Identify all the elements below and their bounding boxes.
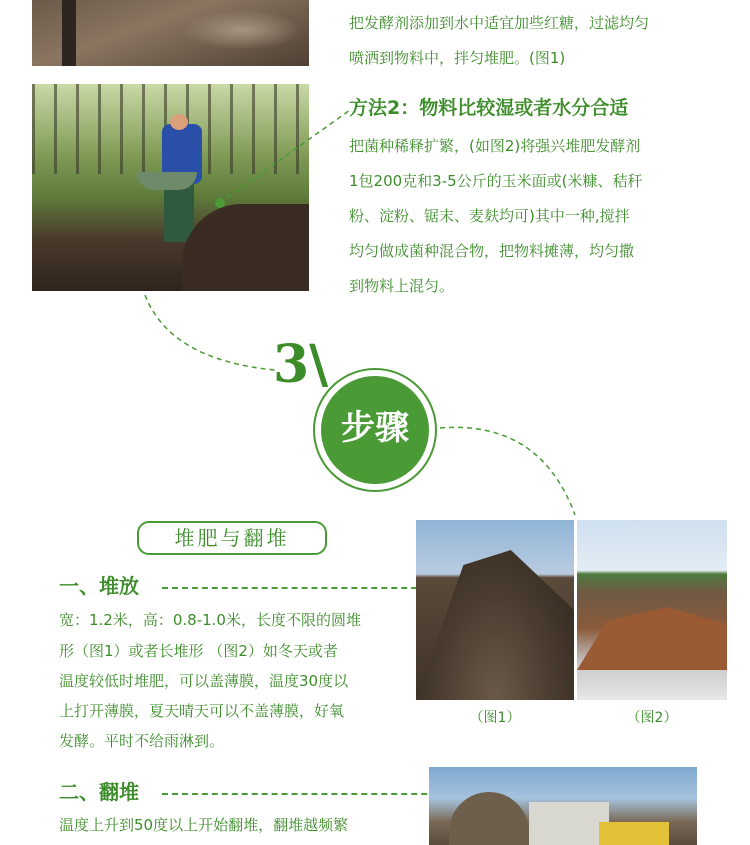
method2-title: 方法2：物料比较湿或者水分合适	[349, 97, 629, 119]
part1-line-3: 温度较低时堆肥，可以盖薄膜，温度30度以	[59, 672, 349, 690]
method2-line-2: 1包200克和3-5公斤的玉米面或(米糠、秸秆	[349, 172, 643, 190]
part2-dashed-line	[162, 793, 467, 795]
part1-line-4: 上打开薄膜，夏天晴天可以不盖薄膜，好氧	[59, 702, 345, 720]
connector-dashed-line-1	[210, 100, 360, 210]
method2-line-4: 均匀做成菌种混合物，把物料摊薄，均匀撒	[349, 242, 635, 260]
step-label: 步骤	[341, 408, 409, 448]
step-number: 3\	[273, 334, 329, 395]
method1-line-1: 把发酵剂添加到水中适宜加些红糖，过滤均匀	[349, 14, 650, 32]
compost-round-pile-photo	[416, 520, 574, 700]
soil-photo-top	[32, 0, 309, 66]
figure1-caption: （图1）	[469, 710, 521, 726]
method2-line-1: 把菌种稀释扩繁，(如图2)将强兴堆肥发酵剂	[349, 137, 641, 155]
part2-line-1: 温度上升到50度以上开始翻堆，翻堆越频繁	[59, 816, 349, 834]
part1-line-5: 发酵。平时不给雨淋到。	[59, 732, 225, 750]
compost-long-pile-photo	[577, 520, 727, 700]
method2-line-5: 到物料上混匀。	[349, 277, 455, 295]
compost-turner-photo	[429, 767, 697, 845]
part1-title: 一、堆放	[59, 574, 139, 598]
part1-line-2: 形（图1）或者长堆形 （图2）如冬天或者	[59, 642, 338, 660]
step-circle	[313, 368, 437, 492]
method1-line-2: 喷洒到物料中，拌匀堆肥。(图1)	[349, 49, 566, 67]
section-badge	[137, 521, 327, 555]
part2-title: 二、翻堆	[59, 780, 139, 804]
method2-line-3: 粉、淀粉、锯末、麦麸均可)其中一种,搅拌	[349, 207, 630, 225]
section-badge-label: 堆肥与翻堆	[174, 526, 290, 550]
figure2-caption: （图2）	[626, 710, 678, 726]
part1-line-1: 宽：1.2米，高：0.8-1.0米，长度不限的圆堆	[59, 611, 361, 629]
